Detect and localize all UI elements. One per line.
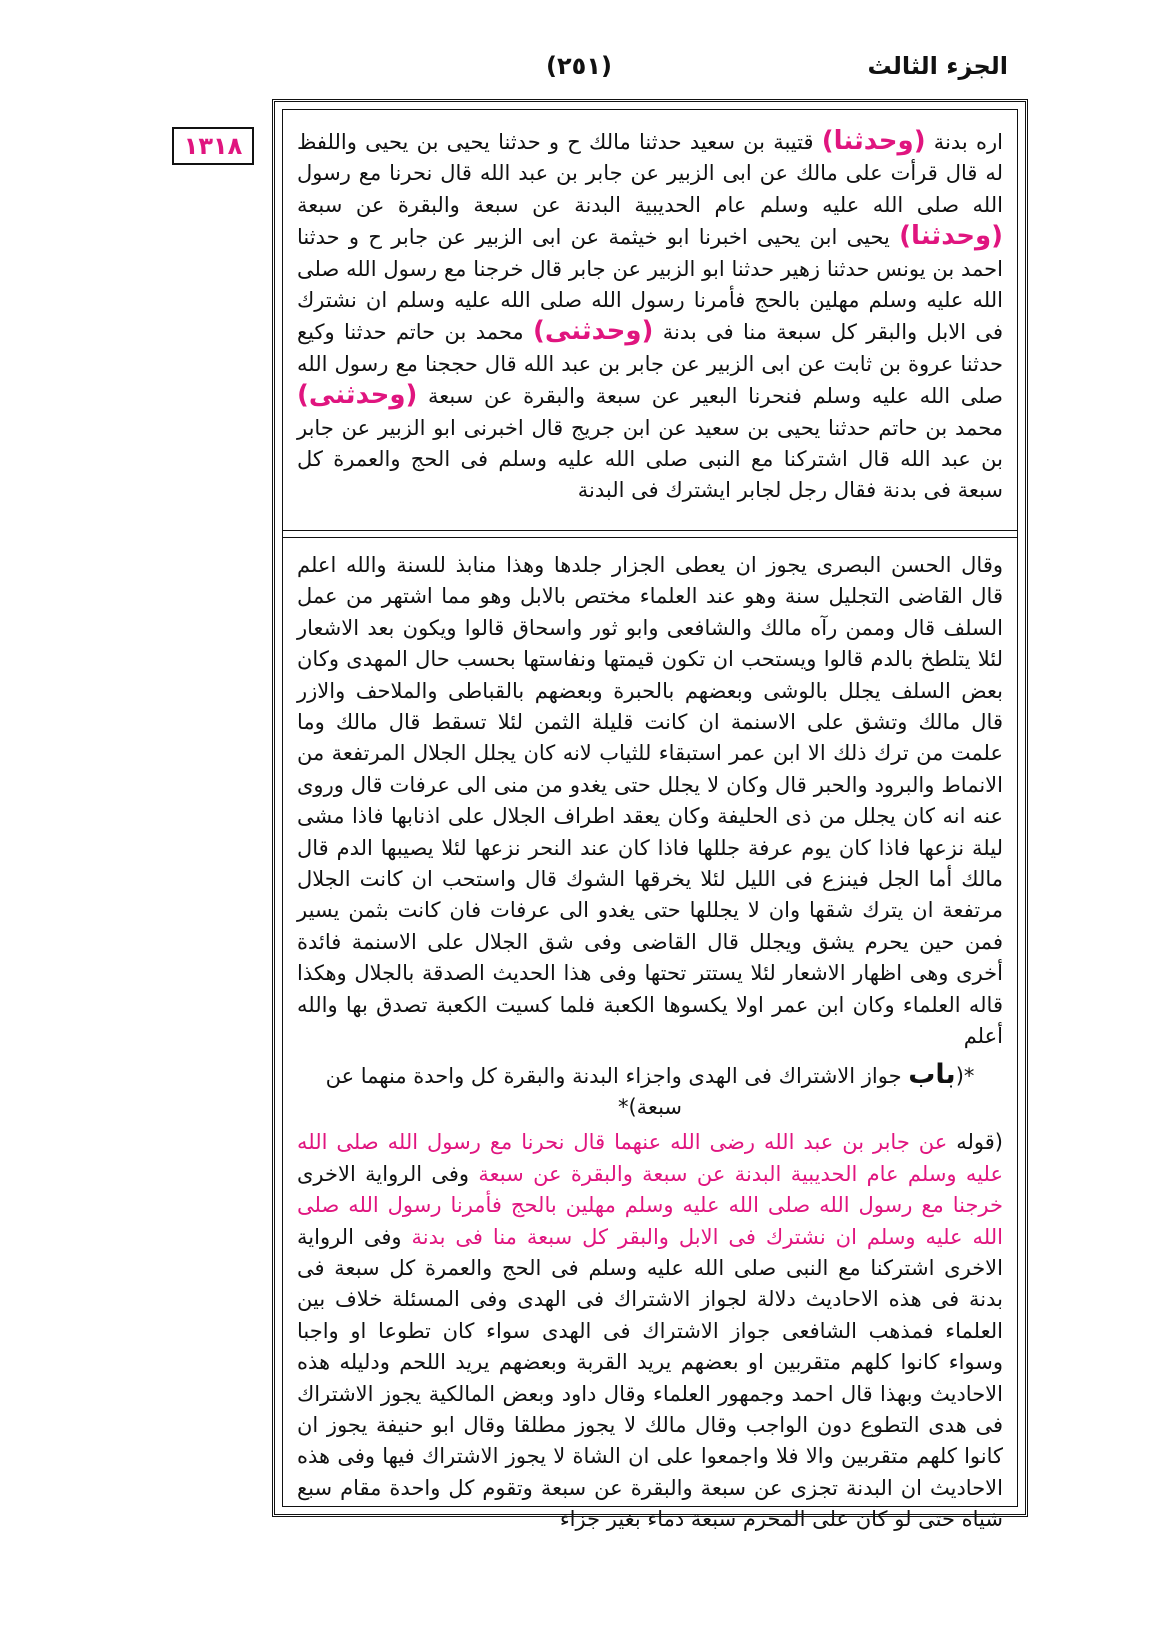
chapter-bab-word: باب <box>908 1058 956 1090</box>
commentary-segment: وفى الرواية الاخرى اشتركنا مع النبى صلى الله عليه وسلم فى الحج والعمرة كل سبعة فى بدنة فى هذه الاحاديث دلالة لجواز الاشتراك فى الهدى وفى المسئلة خلاف بين العلماء فمذهب الشافعى جواز الاشتراك فى الهدى سواء كان تطوعا او واجبا وسواء كانوا كلهم متقربين او بعضهم يريد القربة وبعضهم يريد اللحم ودليله هذه الاحاديث وبهذا قال احمد وجمهور العلماء وقال داود وبعض المالكية يجوز الاشتراك فى هدى التطوع دون الواجب وقال مالك لا يجوز مطلقا وقال ابو حنيفة يجوز ان كانوا كلهم متقربين والا فلا واجمعوا على ان الشاة لا يجوز الاشتراك فيها وفى هذه الاحاديث ان البدنة تجزى عن سبعة والبقرة عن سبعة وتقوم كل واحدة مقام سبع شياه حتى لو كان على المحرم سبعة دماء بغير جزاء <box>297 1224 1003 1532</box>
hadith-segment: محمد بن حاتم حدثنا يحيى بن سعيد عن ابن جريج قال اخبرنى ابو الزبير عن جابر بن عبد الله قال اشتركنا مع النبى صلى الله عليه وسلم فى الحج والعمرة كل سبعة فى بدنة فقال رجل لجابر ايشترك فى البدنة <box>297 415 1003 503</box>
hadith-number-box: ١٣١٨ <box>172 127 254 165</box>
chapter-title-text: جواز الاشتراك فى الهدى واجزاء البدنة والبقرة كل واحدة منهما عن سبعة)* <box>325 1063 909 1119</box>
page-number: (٢٥١) <box>546 52 612 80</box>
frame-inner-border <box>282 109 1018 1532</box>
hadith-keyword: (وحدثنا) <box>899 221 1003 252</box>
page-frame <box>272 99 1028 1532</box>
hadith-segment: اره بدنة <box>925 130 1003 154</box>
chapter-title-open: *( <box>955 1063 975 1088</box>
commentary-segment: (قوله <box>947 1130 1003 1155</box>
hadith-segment: يحيى ابن يحيى اخبرنا ابو خيثمة عن ابى الزبير عن جابر ح و حدثنا احمد بن يونس حدثنا زهير حدثنا ابو الزبير عن جابر قال خرجنا مع رسول الله صلى الله عليه وسلم مهلين بالحج فأمرنا رسول الله صلى الله عليه وسلم ان نشترك فى الابل والبقر كل سبعة منا فى بدنة <box>297 225 1003 345</box>
hadith-keyword: (وحدثنى) <box>297 380 418 411</box>
quoted-hadith-highlight: خرجنا مع رسول الله صلى الله عليه وسلم مهلين بالحج فأمرنا رسول الله صلى الله عليه وسلم ان نشترك فى الابل والبقر كل سبعة منا فى بدنة <box>297 1193 1003 1249</box>
chapter-title <box>297 1059 1003 1124</box>
running-header-part: الجزء الثالث <box>867 52 1008 80</box>
commentary-paragraph: وقال الحسن البصرى يجوز ان يعطى الجزار جلدها وهذا منابذ للسنة والله اعلم قال القاضى التجليل سنة وهو عند العلماء مختص بالابل وهو مما اشتهر من عمل السلف قال وممن رآه مالك والشافعى وابو ثور واسحاق قالوا ويكون بعد الاشعار لئلا يتلطخ بالدم قالوا ويستحب ان تكون قيمتها ونفاستها بحسب حال المهدى وكان بعض السلف يجلل بالوشى وبعضهم بالحبرة وبعضهم بالقباطى والملاحف والازر قال مالك وتشق على الاسنمة ان كانت قليلة الثمن لئلا تسقط قال مالك وما علمت من ترك ذلك الا ابن عمر استبقاء للثياب لانه كان يجلل الجلال المرتفعة من الانماط والبرود والحبر قال وكان لا يجلل حتى يغدو من منى الى عرفات قال وروى عنه انه كان يجلل من ذى الحليفة وكان يعقد اطراف الجلال على اذنابها فاذا مشى ليلة نزعها فاذا كان يوم عرفة جللها فاذا كان عند النحر نزعها لئلا يصيبها الدم قال مالك أما الجل فينزع فى الليل لئلا يخرقها الشوك قال واستحب ان كانت الجلال مرتفعة ان يترك شقها وان لا يجللها حتى يغدو الى عرفات فان كانت بثمن يسير فمن حين يحرم يشق ويجلل قال القاضى وفى شق الجلال على الاسنمة فائدة أخرى وهى اظهار الاشعار لئلا يستتر تحتها وفى هذا الحديث الصدقة بالجلال وهكذا قاله العلماء وكان ابن عمر اولا يكسوها الكعبة فلما كسيت الكعبة تصدق بها والله أعلم <box>297 553 1003 1049</box>
section-divider <box>283 530 1017 538</box>
hadith-segment: محمد بن حاتم حدثنا وكيع حدثنا عروة بن ثابت عن ابى الزبير عن جابر بن عبد الله قال حججنا مع رسول الله صلى الله عليه وسلم فنحرنا البعير عن سبعة والبقرة عن سبعة <box>297 320 1003 409</box>
hadith-keyword: (وحدثنى) <box>533 316 654 347</box>
hadith-keyword: (وحدثنا) <box>821 126 926 156</box>
commentary-segment: وفى الرواية الاخرى <box>297 1161 479 1186</box>
hadith-segment: قتيبة بن سعيد حدثنا مالك ح و حدثنا يحيى بن يحيى واللفظ له قال قرأت على مالك عن ابى الزبير عن جابر بن عبد الله قال نحرنا مع رسول الله صلى الله عليه وسلم عام الحديبية البدنة عن سبعة والبقرة عن سبعة <box>297 130 1003 217</box>
quoted-hadith-highlight: عن جابر بن عبد الله رضى الله عنهما قال نحرنا مع رسول الله صلى الله عليه وسلم عام الحديبية البدنة عن سبعة والبقرة عن سبعة <box>297 1130 1003 1186</box>
commentary-paragraph <box>297 1127 1003 1535</box>
commentary-text <box>297 550 1003 1536</box>
hadith-text <box>297 126 1003 507</box>
